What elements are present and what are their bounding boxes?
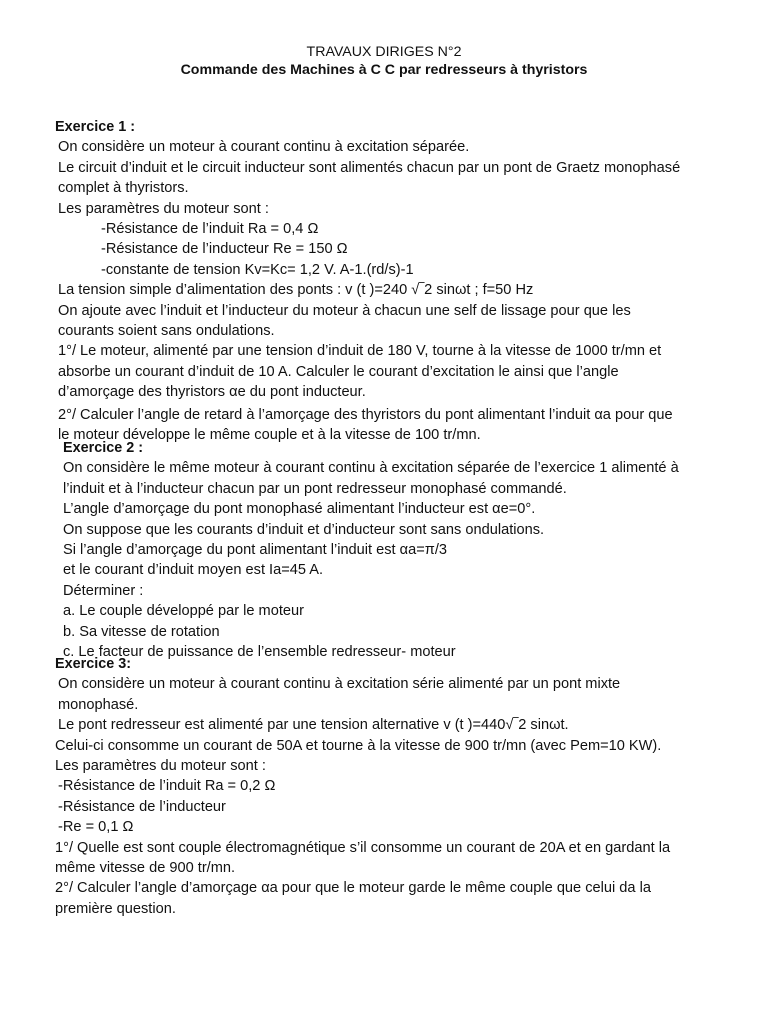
parameter-item: -Re = 0,1 Ω bbox=[58, 819, 134, 836]
document-header bbox=[0, 43, 768, 80]
question-1-line: 1°/ Quelle est sont couple électromagnétique s’il consomme un courant de 20A et en gardant la bbox=[55, 839, 671, 856]
exercise-2-line: l’induit et à l’inducteur chacun par un pont redresseur monophasé commandé. bbox=[63, 480, 567, 497]
exercise-2-line: Déterminer : bbox=[63, 582, 144, 599]
exercise-3 bbox=[55, 654, 718, 919]
exercise-1-line: courants soient sans ondulations. bbox=[58, 323, 275, 340]
exercise-3-line: monophasé. bbox=[58, 696, 139, 713]
question-1-line: 1°/ Le moteur, alimenté par une tension d’induit de 180 V, tourne à la vitesse de 1000 tr/mn et bbox=[58, 343, 662, 360]
parameter-item: -Résistance de l’inducteur bbox=[58, 798, 226, 815]
parameter-item: -Résistance de l’induit Ra = 0,2 Ω bbox=[58, 778, 276, 795]
exercise-1 bbox=[55, 117, 718, 446]
supply-voltage-line: La tension simple d’alimentation des ponts : v (t )=240 √‾2 sinωt ; f=50 Hz bbox=[58, 282, 534, 299]
exercise-1-line: On considère un moteur à courant continu à excitation séparée. bbox=[58, 139, 470, 156]
question-2-line: 2°/ Calculer l’angle d’amorçage αa pour que le moteur garde le même couple que celui da la bbox=[55, 880, 651, 897]
exercise-1-line: On ajoute avec l’induit et l’inducteur du moteur à chacun une self de lissage pour que les bbox=[58, 302, 631, 319]
question-1-line: d’amorçage des thyristors αe du pont inducteur. bbox=[58, 384, 366, 401]
exercise-2-line: L’angle d’amorçage du pont monophasé alimentant l’inducteur est αe=0°. bbox=[63, 501, 536, 518]
exercise-1-line: Le circuit d’induit et le circuit inducteur sont alimentés chacun par un pont de Graetz monophasé bbox=[58, 159, 681, 176]
document-title: TRAVAUX DIRIGES N°2 bbox=[306, 44, 462, 60]
exercise-3-title: Exercice 3: bbox=[55, 656, 132, 672]
exercise-3-line: Les paramètres du moteur sont : bbox=[55, 758, 266, 775]
question-1-line: même vitesse de 900 tr/mn. bbox=[55, 860, 236, 877]
exercise-2-title: Exercice 2 : bbox=[63, 440, 144, 456]
exercise-1-line: Les paramètres du moteur sont : bbox=[58, 200, 269, 217]
task-item-a: a. Le couple développé par le moteur bbox=[63, 603, 304, 620]
parameter-item: -Résistance de l’inducteur Re = 150 Ω bbox=[101, 241, 348, 258]
exercise-3-line: Celui-ci consomme un courant de 50A et tourne à la vitesse de 900 tr/mn (avec Pem=10 KW). bbox=[55, 737, 662, 754]
exercise-2-line: On considère le même moteur à courant continu à excitation séparée de l’exercice 1 alimenté à bbox=[63, 460, 679, 477]
question-1-line: absorbe un courant d’induit de 10 A. Calculer le courant d’excitation le ainsi que l’angle bbox=[58, 363, 619, 380]
question-2-line: première question. bbox=[55, 900, 176, 917]
parameter-item: -Résistance de l’induit Ra = 0,4 Ω bbox=[101, 221, 319, 238]
exercise-3-line: On considère un moteur à courant continu à excitation série alimenté par un pont mixte bbox=[58, 676, 621, 693]
exercise-1-line: complet à thyristors. bbox=[58, 180, 189, 197]
exercise-2-line: Si l’angle d’amorçage du pont alimentant l’induit est αa=π/3 bbox=[63, 542, 447, 559]
exercise-2 bbox=[58, 438, 718, 662]
question-2-line: 2°/ Calculer l’angle de retard à l’amorçage des thyristors du pont alimentant l’induit αa pour que bbox=[58, 406, 673, 423]
exercise-2-line: On suppose que les courants d’induit et d’inducteur sont sans ondulations. bbox=[63, 521, 545, 538]
question-2-line: le moteur développe le même couple et à la vitesse de 100 tr/mn. bbox=[58, 427, 481, 444]
exercise-2-line: et le courant d’induit moyen est Ia=45 A. bbox=[63, 562, 324, 579]
document-subtitle: Commande des Machines à C C par redresseurs à thyristors bbox=[180, 62, 588, 78]
parameter-item: -constante de tension Kv=Kc= 1,2 V. A-1.(rd/s)-1 bbox=[101, 261, 414, 278]
task-item-c: c. Le facteur de puissance de l’ensemble redresseur- moteur bbox=[63, 644, 456, 661]
task-item-b: b. Sa vitesse de rotation bbox=[63, 623, 220, 640]
exercise-3-line: Le pont redresseur est alimenté par une tension alternative v (t )=440√‾2 sinωt. bbox=[58, 717, 569, 734]
exercise-1-title: Exercice 1 : bbox=[55, 119, 136, 135]
